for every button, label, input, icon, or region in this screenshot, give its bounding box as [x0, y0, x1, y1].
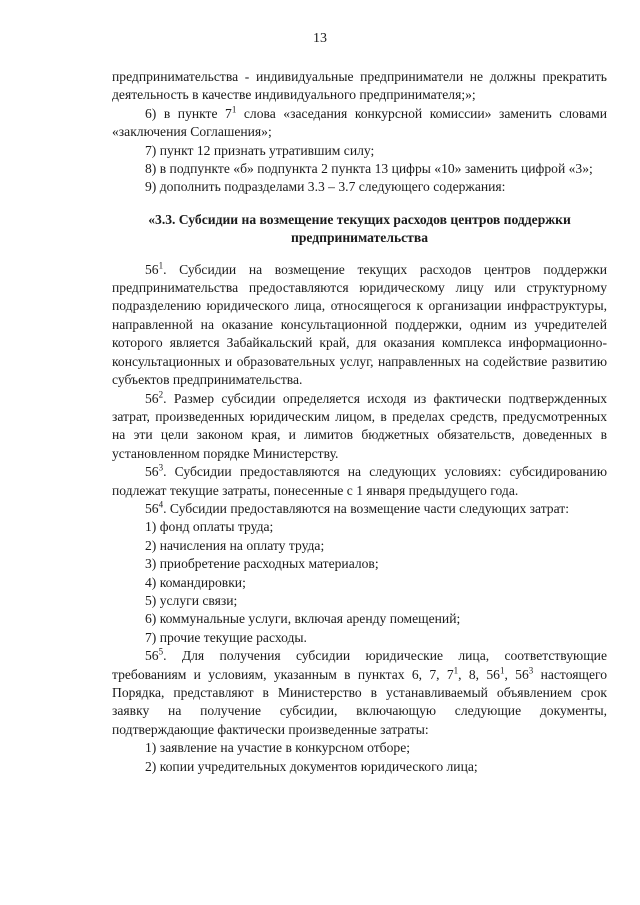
paragraph-item-8: 8) в подпункте «б» подпункта 2 пункта 13 цифры «10» заменить цифрой «3»; [145, 161, 593, 177]
list-item: 3) приобретение расходных материалов; [145, 556, 379, 572]
list-item: 1) заявление на участие в конкурсном отборе; [145, 740, 411, 756]
list-item: 7) прочие текущие расходы. [145, 629, 307, 645]
list-item: 5) услуги связи; [145, 592, 238, 608]
paragraph-56-2: $56^2$. Размер субсидии определяется исходя из фактически подтвержденных затрат, произведенных юридическим лицом, в пределах средств, предусмотренных на эти цели законом края, и лимитов бюджетных обязательств, доведенных в установленном порядке Министерству. [112, 388, 607, 461]
list-item: 2) копии учредительных документов юридического лица; [145, 758, 478, 774]
document-body [112, 68, 607, 776]
list-item: 4) командировки; [145, 574, 246, 590]
paragraph-item-6: 6) в пункте $7^1$ слова «заседания конкурсной комиссии» заменить словами «заключения Соглашения»; [112, 104, 607, 140]
paragraph-item-7: 7) пункт 12 признать утратившим силу; [145, 142, 375, 158]
paragraph-item-9: 9) дополнить подразделами 3.3 – 3.7 следующего содержания: [145, 179, 506, 195]
page-number: 13 [313, 31, 327, 46]
section-heading: «3.3. Субсидии на возмещение текущих расходов центров поддержки предпринимательства [148, 211, 571, 246]
paragraph-56-4: $56^4$. Субсидии предоставляются на возмещение части следующих затрат: [145, 499, 569, 516]
paragraph-56-3: $56^3$. Субсидии предоставляются на следующих условиях: субсидированию подлежат текущие затраты, понесенные с 1 января предыдущего года. [112, 462, 607, 498]
paragraph-56-5: $56^5$. Для получения субсидии юридические лица, соответствующие требованиям и условиям, указанным в пунктах 6, 7, $7^1$, 8, $56^1$, $56^3$ настоящего Порядка, представляют в Министерство в устанавливаемый объявлением срок заявку на получение субсидии, включающую следующие документы, подтверждающие фактически произведенные затраты: [112, 646, 608, 737]
paragraph-continuation: предпринимательства - индивидуальные предприниматели не должны прекратить деятельность в качестве индивидуального предпринимателя;»; [112, 69, 607, 103]
list-item: 2) начисления на оплату труда; [145, 537, 325, 553]
paragraph-56-1: $56^1$. Субсидии на возмещение текущих расходов центров поддержки предпринимательства предоставляются юридическому лицу или структурному подразделению юридического лица, относящегося к организации инфраструктуры, направленной на оказание консультационной поддержки, одним из учредителей которого является Забайкальский край, для оказания комплекса информационно-консультационных и образовательных услуг, направленных на содействие развитию субъектов предпринимательства. [112, 260, 607, 388]
list-item: 1) фонд оплаты труда; [145, 519, 274, 535]
list-item: 6) коммунальные услуги, включая аренду помещений; [145, 611, 461, 627]
